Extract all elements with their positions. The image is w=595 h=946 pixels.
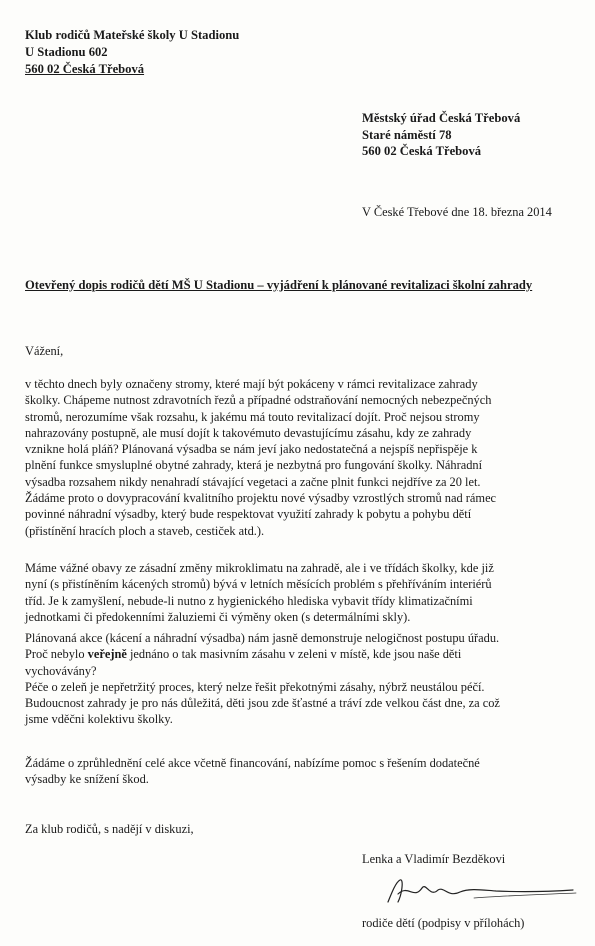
recipient-city: 560 02 Česká Třebová xyxy=(362,144,482,158)
paragraph-line: (přistínění hracích ploch a staveb, cestiček atd.). xyxy=(25,523,265,538)
paragraph-line: Péče o zeleň je nepřetržitý proces, který nelze řešit překotnými zásahy, nýbrž neustálou péčí. xyxy=(25,679,485,694)
paragraph-line: jsme vděčni kolektivu školky. xyxy=(25,712,173,727)
recipient-address xyxy=(362,110,520,160)
paragraph-line: plnění funkce smysluplné obytné zahrady, která je nezbytná pro fungování školky. Náhradní xyxy=(25,458,483,473)
text-segment: jednáno o tak masivním zásahu v zeleni v místě, kde jsou naše děti xyxy=(126,647,462,662)
paragraph-line: výsadby ke snížení škod. xyxy=(25,772,149,787)
paragraph-1 xyxy=(25,376,575,539)
letter-subject: Otevřený dopis rodičů dětí MŠ U Stadionu – vyjádření k plánované revitalizaci školní zahrady xyxy=(25,278,533,292)
paragraph-line: výsadba rozsahem nikdy nenahradí stávající vegetaci a začne plnit funkci nejdříve za 20 let. xyxy=(25,474,481,489)
paragraph-line: vychovávány? xyxy=(25,663,97,678)
paragraph-line: nahrazovány postupně, ale musí dojít k takovémuto devastujícímu zásahu, kdy ze zahrady xyxy=(25,425,472,440)
paragraph-line: Žádáme o zprůhlednění celé akce včetně financování, nabízíme pomoc s řešením dodatečné xyxy=(25,756,480,770)
sender-name: Klub rodičů Mateřské školy U Stadionu xyxy=(25,28,240,42)
handwritten-signature xyxy=(378,872,578,914)
signatory-role: rodiče dětí (podpisy v přílohách) xyxy=(362,916,525,930)
greeting: Vážení, xyxy=(25,344,64,358)
sender-address xyxy=(25,27,239,78)
paragraph-line: vznikne holá pláň? Plánovaná výsadba se nám jeví jako nedostatečná a nejspíš nepřispěje k xyxy=(25,442,478,457)
letter-date: V České Třebové dne 18. března 2014 xyxy=(362,205,552,219)
paragraph-line: povinné náhradní výsadby, který bude respektovat využití zahrady k pobytu a pohybu dětí xyxy=(25,507,472,522)
emphasized-word: veřejně xyxy=(87,647,127,662)
paragraph-2 xyxy=(25,560,575,625)
sender-street: U Stadionu 602 xyxy=(25,45,108,59)
closing-line: Za klub rodičů, s nadějí v diskuzi, xyxy=(25,822,194,836)
text-segment: Proč nebylo xyxy=(25,647,88,662)
paragraph-line: školky. Chápeme nutnost zdravotních řezů a případné odstraňování nemocných nebezpečných xyxy=(25,393,492,408)
paragraph-line: Budoucnost zahrady je pro nás důležitá, děti jsou zde šťastné a tráví zde velkou část dne, za což xyxy=(25,696,500,711)
paragraph-line: tříd. Je k zamyšlení, nebude-li nutno z hygienického hlediska vybavit třídy klimatizačními xyxy=(25,593,473,608)
paragraph-line: Plánovaná akce (kácení a náhradní výsadba) nám jasně demonstruje nelogičnost postupu úřadu. xyxy=(25,631,500,645)
paragraph-line: v těchto dnech byly označeny stromy, které mají být pokáceny v rámci revitalizace zahrady xyxy=(25,377,478,391)
paragraph-line: jednotkami či předokenními žaluziemi či výměny oken (s determálními skly). xyxy=(25,609,411,624)
paragraph-line: stromů, nerozumíme však rozsahu, k jakému má touto revitalizací dojít. Proč nejsou stromy xyxy=(25,409,480,424)
paragraph-4 xyxy=(25,755,575,788)
sender-city: 560 02 Česká Třebová xyxy=(25,62,145,76)
paragraph-line: Žádáme proto o dovypracování kvalitního projektu nové výsadby vzrostlých stromů nad rámec xyxy=(25,491,497,506)
paragraph-line xyxy=(25,646,575,662)
recipient-street: Staré náměstí 78 xyxy=(362,127,452,142)
paragraph-line: nyní (s přistíněním kácených stromů) bývá v letních měsících problém s přehříváním interiérů xyxy=(25,577,492,592)
paragraph-line: Máme vážné obavy ze zásadní změny mikroklimatu na zahradě, ale i ve třídách školky, kde již xyxy=(25,561,494,575)
paragraph-3 xyxy=(25,630,575,728)
signatory-names: Lenka a Vladimír Bezděkovi xyxy=(362,852,506,866)
recipient-name: Městský úřad Česká Třebová xyxy=(362,111,521,125)
